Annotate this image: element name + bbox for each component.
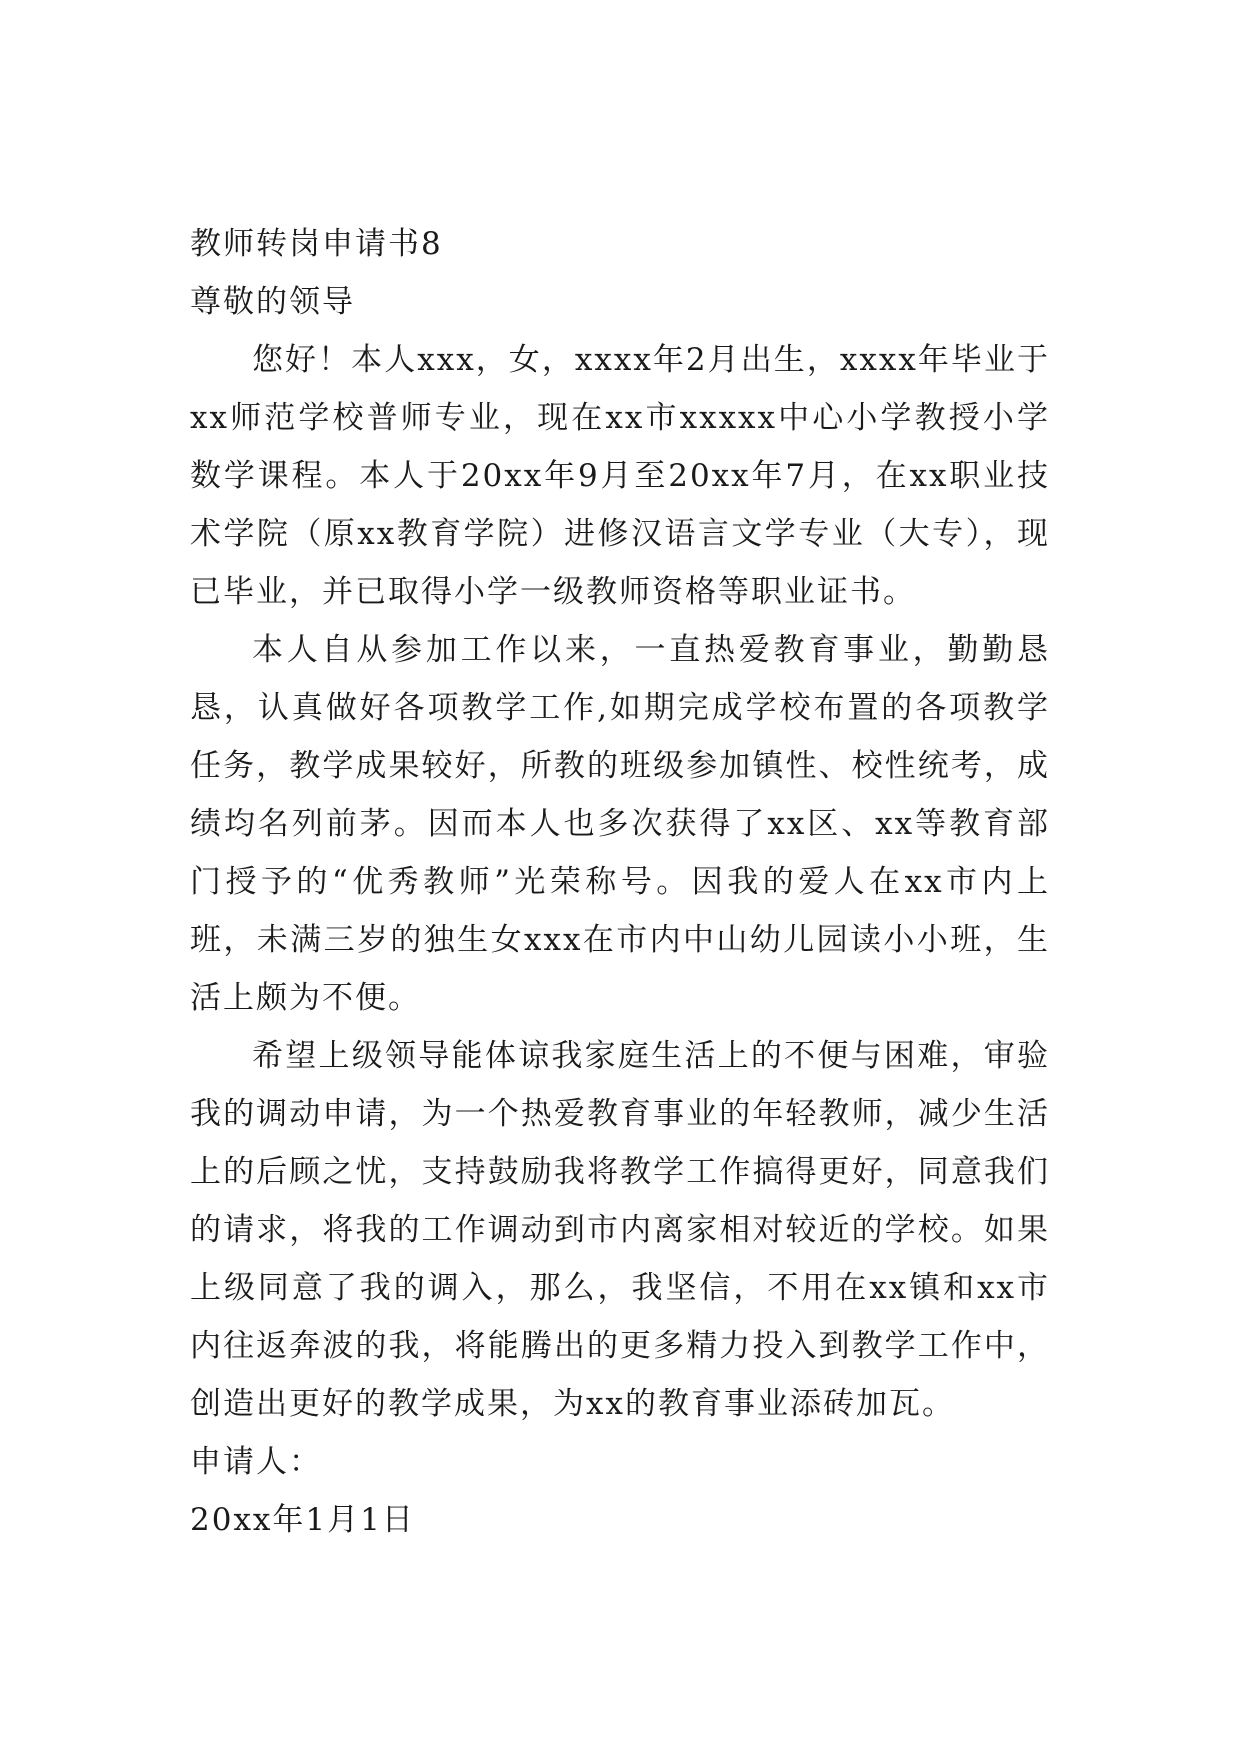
document-body (190, 215, 1050, 1549)
document-title: 教师转岗申请书8 (190, 226, 443, 262)
paragraph-introduction: 您好！本人xxx，女，xxxx年2月出生，xxxx年毕业于xx师范学校普师专业，现在xx市xxxxx中心小学教授小学数学课程。本人于20xx年9月至20xx年7月，在xx职业技术学院（原xx教育学院）进修汉语言文学专业（大专），现已毕业，并已取得小学一级教师资格等职业证书。 (190, 342, 1051, 610)
paragraph-work-history: 本人自从参加工作以来，一直热爱教育事业，勤勤恳恳，认真做好各项教学工作,如期完成学校布置的各项教学任务，教学成果较好，所教的班级参加镇性、校性统考，成绩均名列前茅。因而本人也多次获得了xx区、xx等教育部门授予的“优秀教师”光荣称号。因我的爱人在xx市内上班，未满三岁的独生女xxx在市内中山幼儿园读小小班，生活上颇为不便。 (190, 632, 1050, 1016)
applicant-label: 申请人： (190, 1444, 322, 1480)
paragraph-request: 希望上级领导能体谅我家庭生活上的不便与困难，审验我的调动申请，为一个热爱教育事业的年轻教师，减少生活上的后顾之忧，支持鼓励我将教学工作搞得更好，同意我们的请求，将我的工作调动到市内离家相对较近的学校。如果上级同意了我的调入，那么，我坚信，不用在xx镇和xx市内往返奔波的我，将能腾出的更多精力投入到教学工作中，创造出更好的教学成果，为xx的教育事业添砖加瓦。 (190, 1038, 1050, 1422)
salutation: 尊敬的领导 (190, 284, 355, 320)
application-date: 20xx年1月1日 (190, 1502, 415, 1538)
